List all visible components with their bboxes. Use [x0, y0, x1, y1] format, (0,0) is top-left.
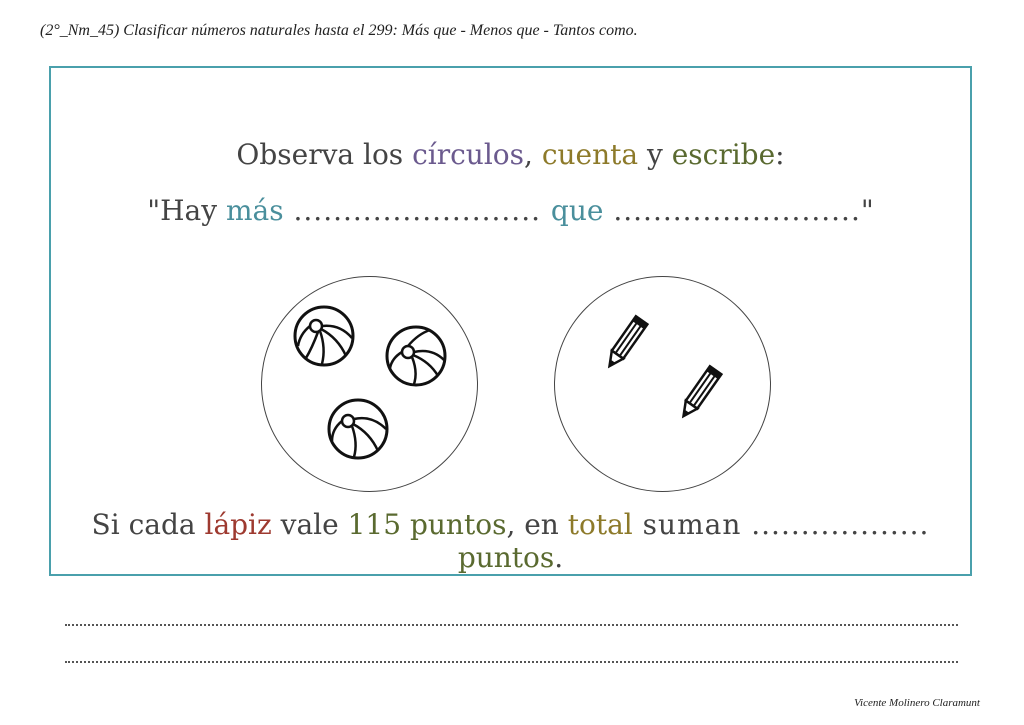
exercise-frame [49, 66, 972, 576]
word-que: que [550, 194, 604, 227]
circle-balls [261, 276, 478, 492]
instruction-and: y [638, 138, 672, 171]
word-lapiz: lápiz [204, 508, 272, 541]
instruction-colon: : [775, 138, 785, 171]
blank-2[interactable]: ......................... [603, 194, 861, 227]
word-puntos: puntos [457, 541, 555, 574]
answer-line-2[interactable] [65, 661, 958, 663]
worksheet-title: (2°_Nm_45) Clasificar números naturales hasta el 299: Más que - Menos que - Tantos como. [40, 22, 638, 39]
word-cuenta: cuenta [541, 138, 639, 171]
blank-1[interactable]: ......................... [283, 194, 551, 227]
answer-line-1[interactable] [65, 624, 958, 626]
question-period: . [554, 541, 564, 574]
word-escribe: escribe [671, 138, 776, 171]
word-puntos: puntos [409, 508, 507, 541]
instruction-comma: , [524, 138, 542, 171]
word-mas: más [225, 194, 284, 227]
circle-pencils [554, 276, 771, 492]
sentence-open: "Hay [147, 194, 226, 227]
word-circulos: círculos [412, 138, 524, 171]
beach-ball-icon [384, 324, 448, 388]
word-total: total [567, 508, 633, 541]
beach-ball-icon [326, 397, 390, 461]
blank-total[interactable]: suman .................. [632, 508, 930, 541]
question-text: , en [506, 508, 568, 541]
value-115: 115 [347, 508, 402, 541]
instruction-text: Observa los [236, 138, 413, 171]
comparison-sentence [51, 194, 970, 227]
instruction-line [51, 138, 970, 171]
pencil-icon [673, 363, 725, 425]
space [401, 508, 410, 541]
author-credit: Vicente Molinero Claramunt [854, 697, 980, 709]
question-sentence [51, 508, 970, 574]
pencil-icon [599, 313, 651, 375]
question-text: Si cada [91, 508, 205, 541]
sentence-close: " [860, 194, 874, 227]
question-text: vale [271, 508, 348, 541]
beach-ball-icon [292, 304, 356, 368]
